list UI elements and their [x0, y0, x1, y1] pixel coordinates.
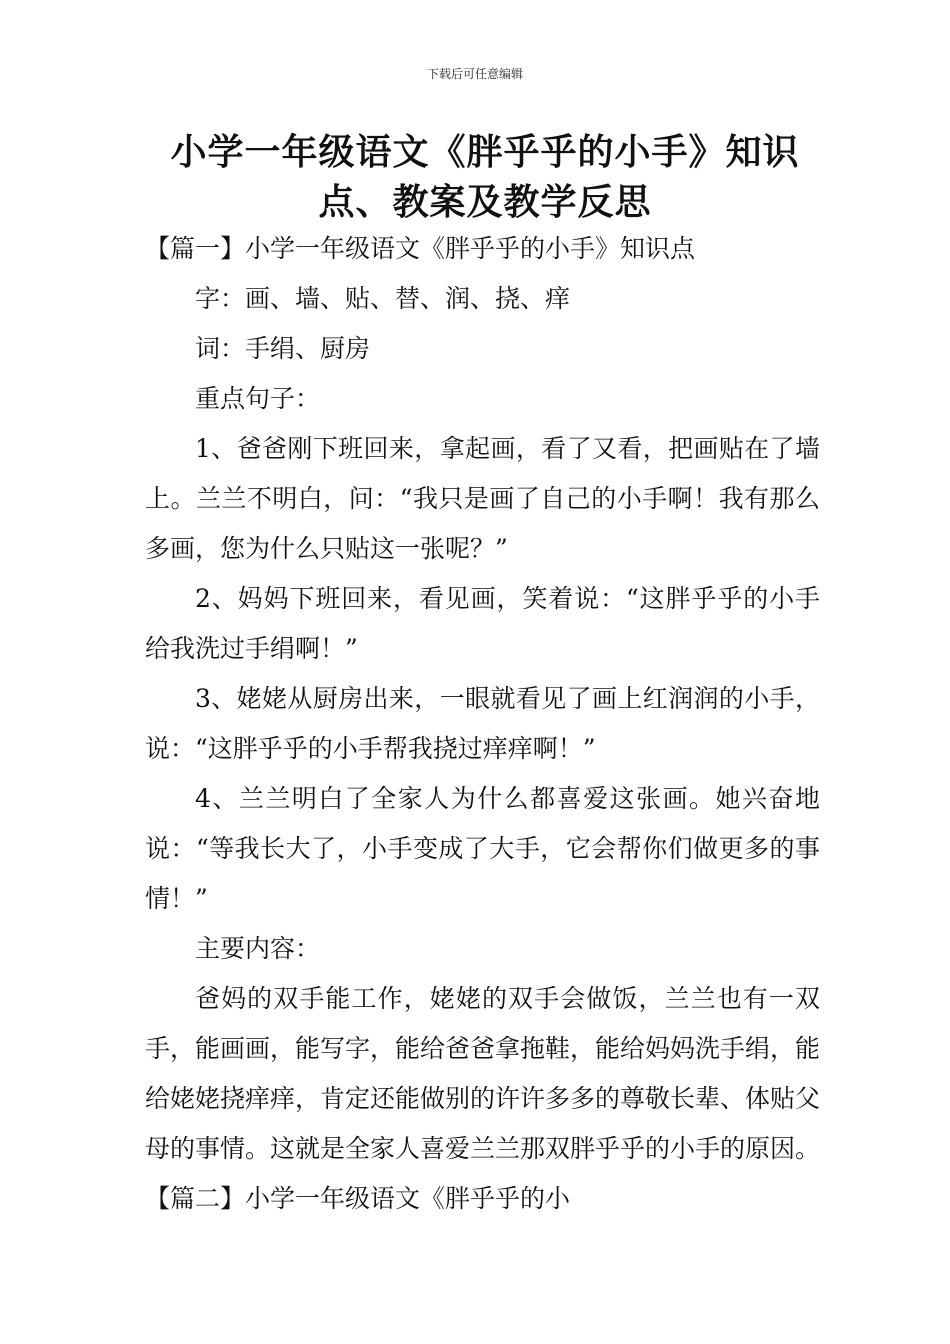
- words-line: 词：手绢、厨房: [195, 334, 371, 363]
- document-title: 小学一年级语文《胖乎乎的小手》知识点、教案及教学反思: [170, 132, 800, 223]
- main-content-paragraph: 爸妈的双手能工作，姥姥的双手会做饭，兰兰也有一双手，能画画，能写字，能给爸爸拿拖鞋，能给妈妈洗手绢，能给姥姥挠痒痒，肯定还能做别的许许多多的尊敬长辈、体贴父母的事情。这就是全家人喜爱兰兰那双胖乎乎的小手的原因。【篇二】小学一年级语文《胖乎乎的小: [145, 984, 821, 1213]
- section-heading-part-one: 【篇一】小学一年级语文《胖乎乎的小手》知识点: [145, 234, 696, 263]
- main-content-heading: 主要内容：: [195, 934, 321, 963]
- key-sentences-heading: 重点句子：: [195, 384, 321, 413]
- key-sentence-1: 1、爸爸刚下班回来，拿起画，看了又看，把画贴在了墙上。兰兰不明白，问：“我只是画了自己的小手啊！我有那么多画，您为什么只贴这一张呢？”: [145, 434, 820, 563]
- document-body: [145, 224, 820, 1224]
- key-sentence-3: 3、姥姥从厨房出来，一眼就看见了画上红润润的小手，说：“这胖乎乎的小手帮我挠过痒痒啊！”: [145, 684, 820, 763]
- characters-line: 字：画、墙、贴、替、润、挠、痒: [195, 284, 571, 313]
- key-sentence-4: 4、兰兰明白了全家人为什么都喜爱这张画。她兴奋地说：“等我长大了，小手变成了大手，它会帮你们做更多的事情！”: [145, 784, 820, 913]
- key-sentence-2: 2、妈妈下班回来，看见画，笑着说：“这胖乎乎的小手给我洗过手绢啊！”: [145, 584, 820, 663]
- page-header-note: 下载后可任意编辑: [426, 67, 523, 81]
